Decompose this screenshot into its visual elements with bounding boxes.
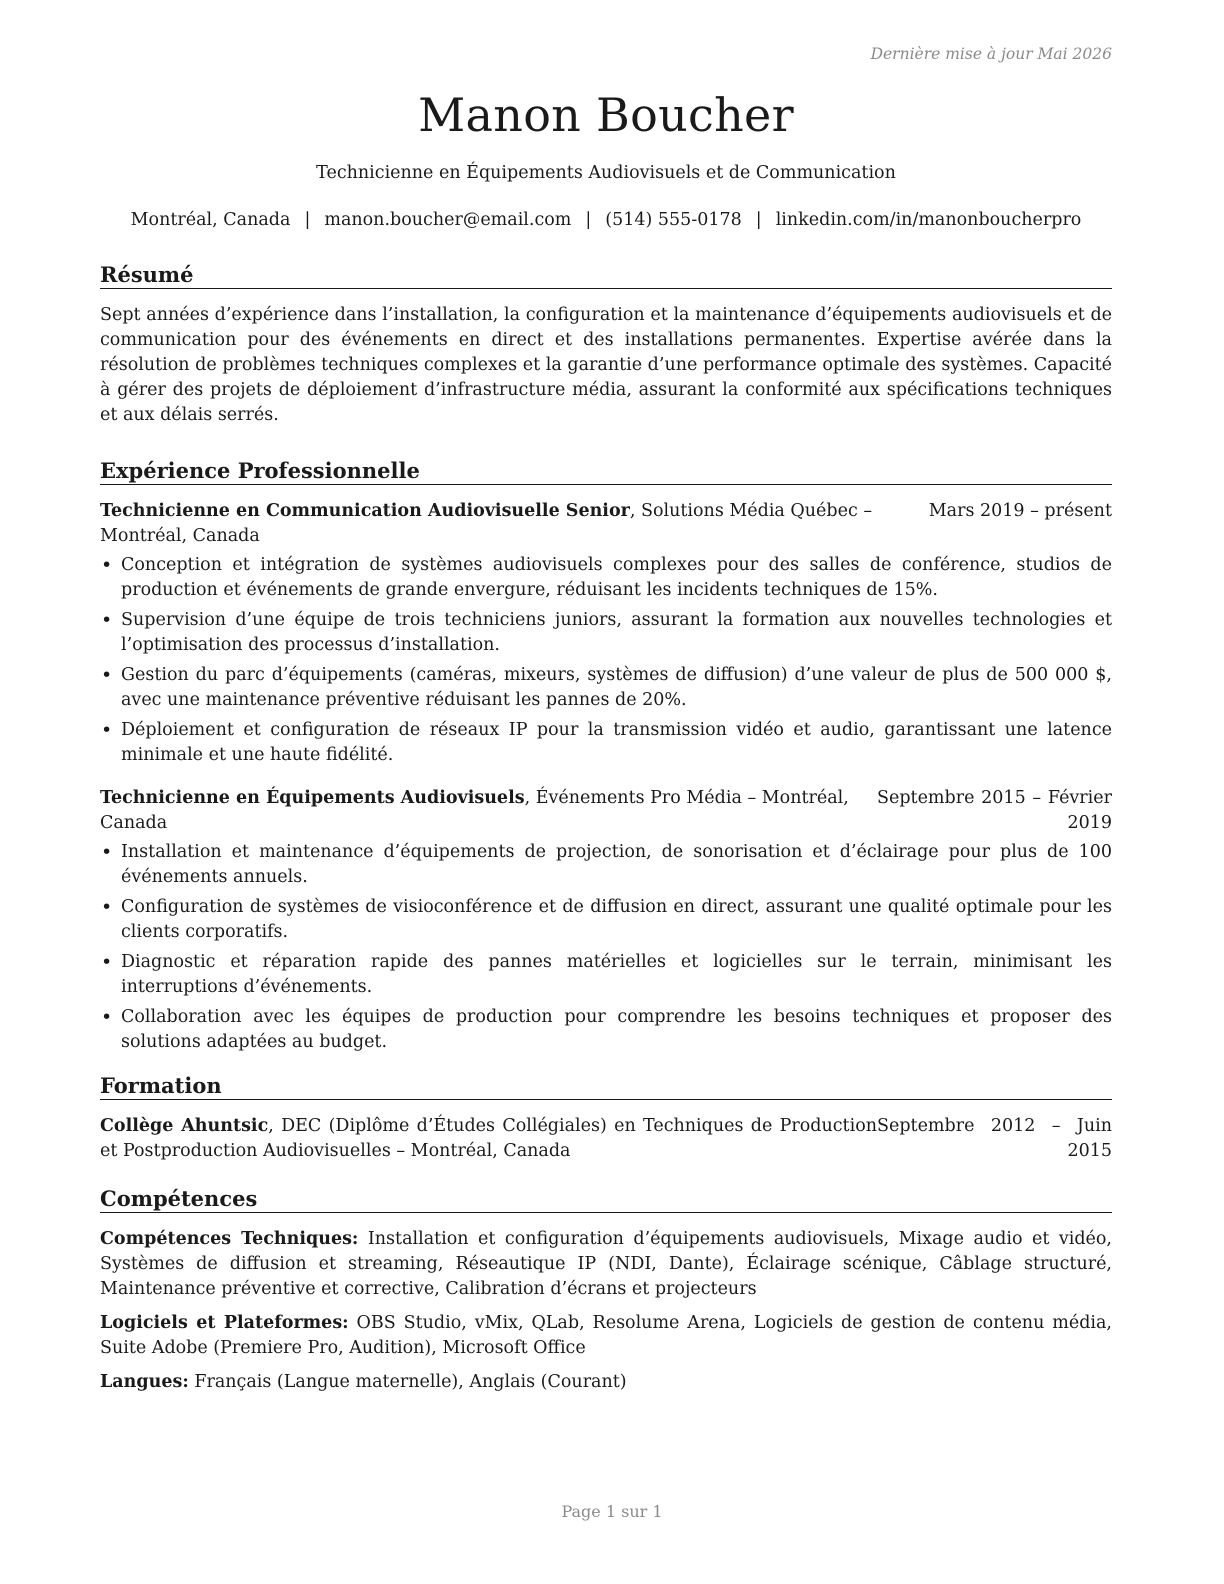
skill-line bbox=[100, 1370, 1112, 1395]
job-entry bbox=[100, 499, 1112, 768]
job-company: , Événements Pro Média – Montréal, Canada bbox=[100, 788, 849, 833]
list-item: • Conception et intégration de systèmes audiovisuels complexes pour des salles de conférence, studios de production et événements de grande envergure, réduisant les incidents techniques de 15%. bbox=[100, 553, 1112, 603]
summary-text: Sept années d’expérience dans l’installation, la configuration et la maintenance d’équipements audiovisuels et de communication pour des événements en direct et des installations permanentes. Expertise avérée dans la résolution de problèmes techniques complexes et la garantie d’une performance optimale des systèmes. Capacité à gérer des projets de déploiement d’infrastructure média, assurant la conformité aux spécifications techniques et aux délais serrés. bbox=[100, 305, 1112, 425]
section-heading-experience: Expérience Professionnelle bbox=[100, 458, 1112, 485]
list-item: • Diagnostic et réparation rapide des pannes matérielles et logicielles sur le terrain, minimisant les interruptions d’événements. bbox=[100, 950, 1112, 1000]
list-item: • Installation et maintenance d’équipements de projection, de sonorisation et d’éclairage pour plus de 100 événements annuels. bbox=[100, 840, 1112, 890]
skill-label: Logiciels et Plateformes: bbox=[100, 1313, 349, 1333]
skill-label: Compétences Techniques: bbox=[100, 1229, 359, 1249]
contact-line bbox=[100, 210, 1112, 230]
list-item: • Déploiement et configuration de réseaux IP pour la transmission vidéo et audio, garantissant une latence minimale et une haute fidélité. bbox=[100, 718, 1112, 768]
education-entry bbox=[100, 1114, 1112, 1164]
skill-line bbox=[100, 1311, 1112, 1361]
job-header bbox=[100, 786, 1112, 836]
job-title-line bbox=[100, 786, 877, 836]
candidate-name: Manon Boucher bbox=[418, 88, 794, 142]
contact-phone: (514) 555-0178 bbox=[605, 210, 742, 230]
job-bullets bbox=[100, 553, 1112, 768]
list-item: • Collaboration avec les équipes de production pour comprendre les besoins techniques et proposer des solutions adaptées au budget. bbox=[100, 1005, 1112, 1055]
job-entry bbox=[100, 786, 1112, 1055]
job-company: , Solutions Média Québec – Montréal, Canada bbox=[100, 501, 873, 546]
section-heading-education: Formation bbox=[100, 1073, 1112, 1100]
last-updated: Dernière mise à jour Mai 2026 bbox=[870, 45, 1112, 63]
job-bullets bbox=[100, 840, 1112, 1055]
job-role: Technicienne en Équipements Audiovisuels bbox=[100, 788, 525, 808]
contact-separator: | bbox=[585, 210, 592, 230]
contact-linkedin[interactable]: linkedin.com/in/manonboucherpro bbox=[775, 210, 1082, 230]
job-dates: Septembre 2015 – Février 2019 bbox=[877, 788, 1112, 833]
skill-line bbox=[100, 1227, 1112, 1302]
skill-text: OBS Studio, vMix, QLab, Resolume Arena, Logiciels de gestion de contenu média, Suite Adobe (Premiere Pro, Audition), Microsoft Office bbox=[100, 1313, 1112, 1358]
resume-page bbox=[100, 40, 1112, 1395]
page-number: Page 1 sur 1 bbox=[561, 1502, 663, 1521]
candidate-title: Technicienne en Équipements Audiovisuels et de Communication bbox=[316, 163, 896, 183]
skill-text: Installation et configuration d’équipements audiovisuels, Mixage audio et vidéo, Systèmes de diffusion et streaming, Réseautique IP (NDI, Dante), Éclairage scénique, Câblage structuré, Maintenance préventive et corrective, Calibration d’écrans et projecteurs bbox=[100, 1229, 1112, 1299]
list-item: • Gestion du parc d’équipements (caméras, mixeurs, systèmes de diffusion) d’une valeur de plus de 500 000 $, avec une maintenance préventive réduisant les pannes de 20%. bbox=[100, 663, 1112, 713]
job-title-line bbox=[100, 499, 929, 549]
list-item: • Supervision d’une équipe de trois techniciens juniors, assurant la formation aux nouvelles technologies et l’optimisation des processus d’installation. bbox=[100, 608, 1112, 658]
section-heading-skills: Compétences bbox=[100, 1186, 1112, 1213]
contact-email[interactable]: manon.boucher@email.com bbox=[324, 210, 572, 230]
skill-label: Langues: bbox=[100, 1372, 189, 1392]
education-dates: Septembre 2012 – Juin 2015 bbox=[877, 1116, 1112, 1161]
education-program: , DEC (Diplôme d’Études Collégiales) en Techniques de Production et Postproduction Audiovisuelles – Montréal, Canada bbox=[100, 1116, 877, 1161]
job-role: Technicienne en Communication Audiovisuelle Senior bbox=[100, 501, 630, 521]
education-line bbox=[100, 1114, 877, 1164]
contact-separator: | bbox=[755, 210, 762, 230]
contact-separator: | bbox=[304, 210, 311, 230]
list-item: • Configuration de systèmes de visioconférence et de diffusion en direct, assurant une qualité optimale pour les clients corporatifs. bbox=[100, 895, 1112, 945]
education-school: Collège Ahuntsic bbox=[100, 1116, 269, 1136]
job-dates: Mars 2019 – présent bbox=[928, 501, 1112, 521]
contact-location: Montréal, Canada bbox=[130, 210, 291, 230]
skill-text: Français (Langue maternelle), Anglais (Courant) bbox=[188, 1372, 627, 1392]
job-header bbox=[100, 499, 1112, 549]
section-heading-summary: Résumé bbox=[100, 262, 1112, 289]
